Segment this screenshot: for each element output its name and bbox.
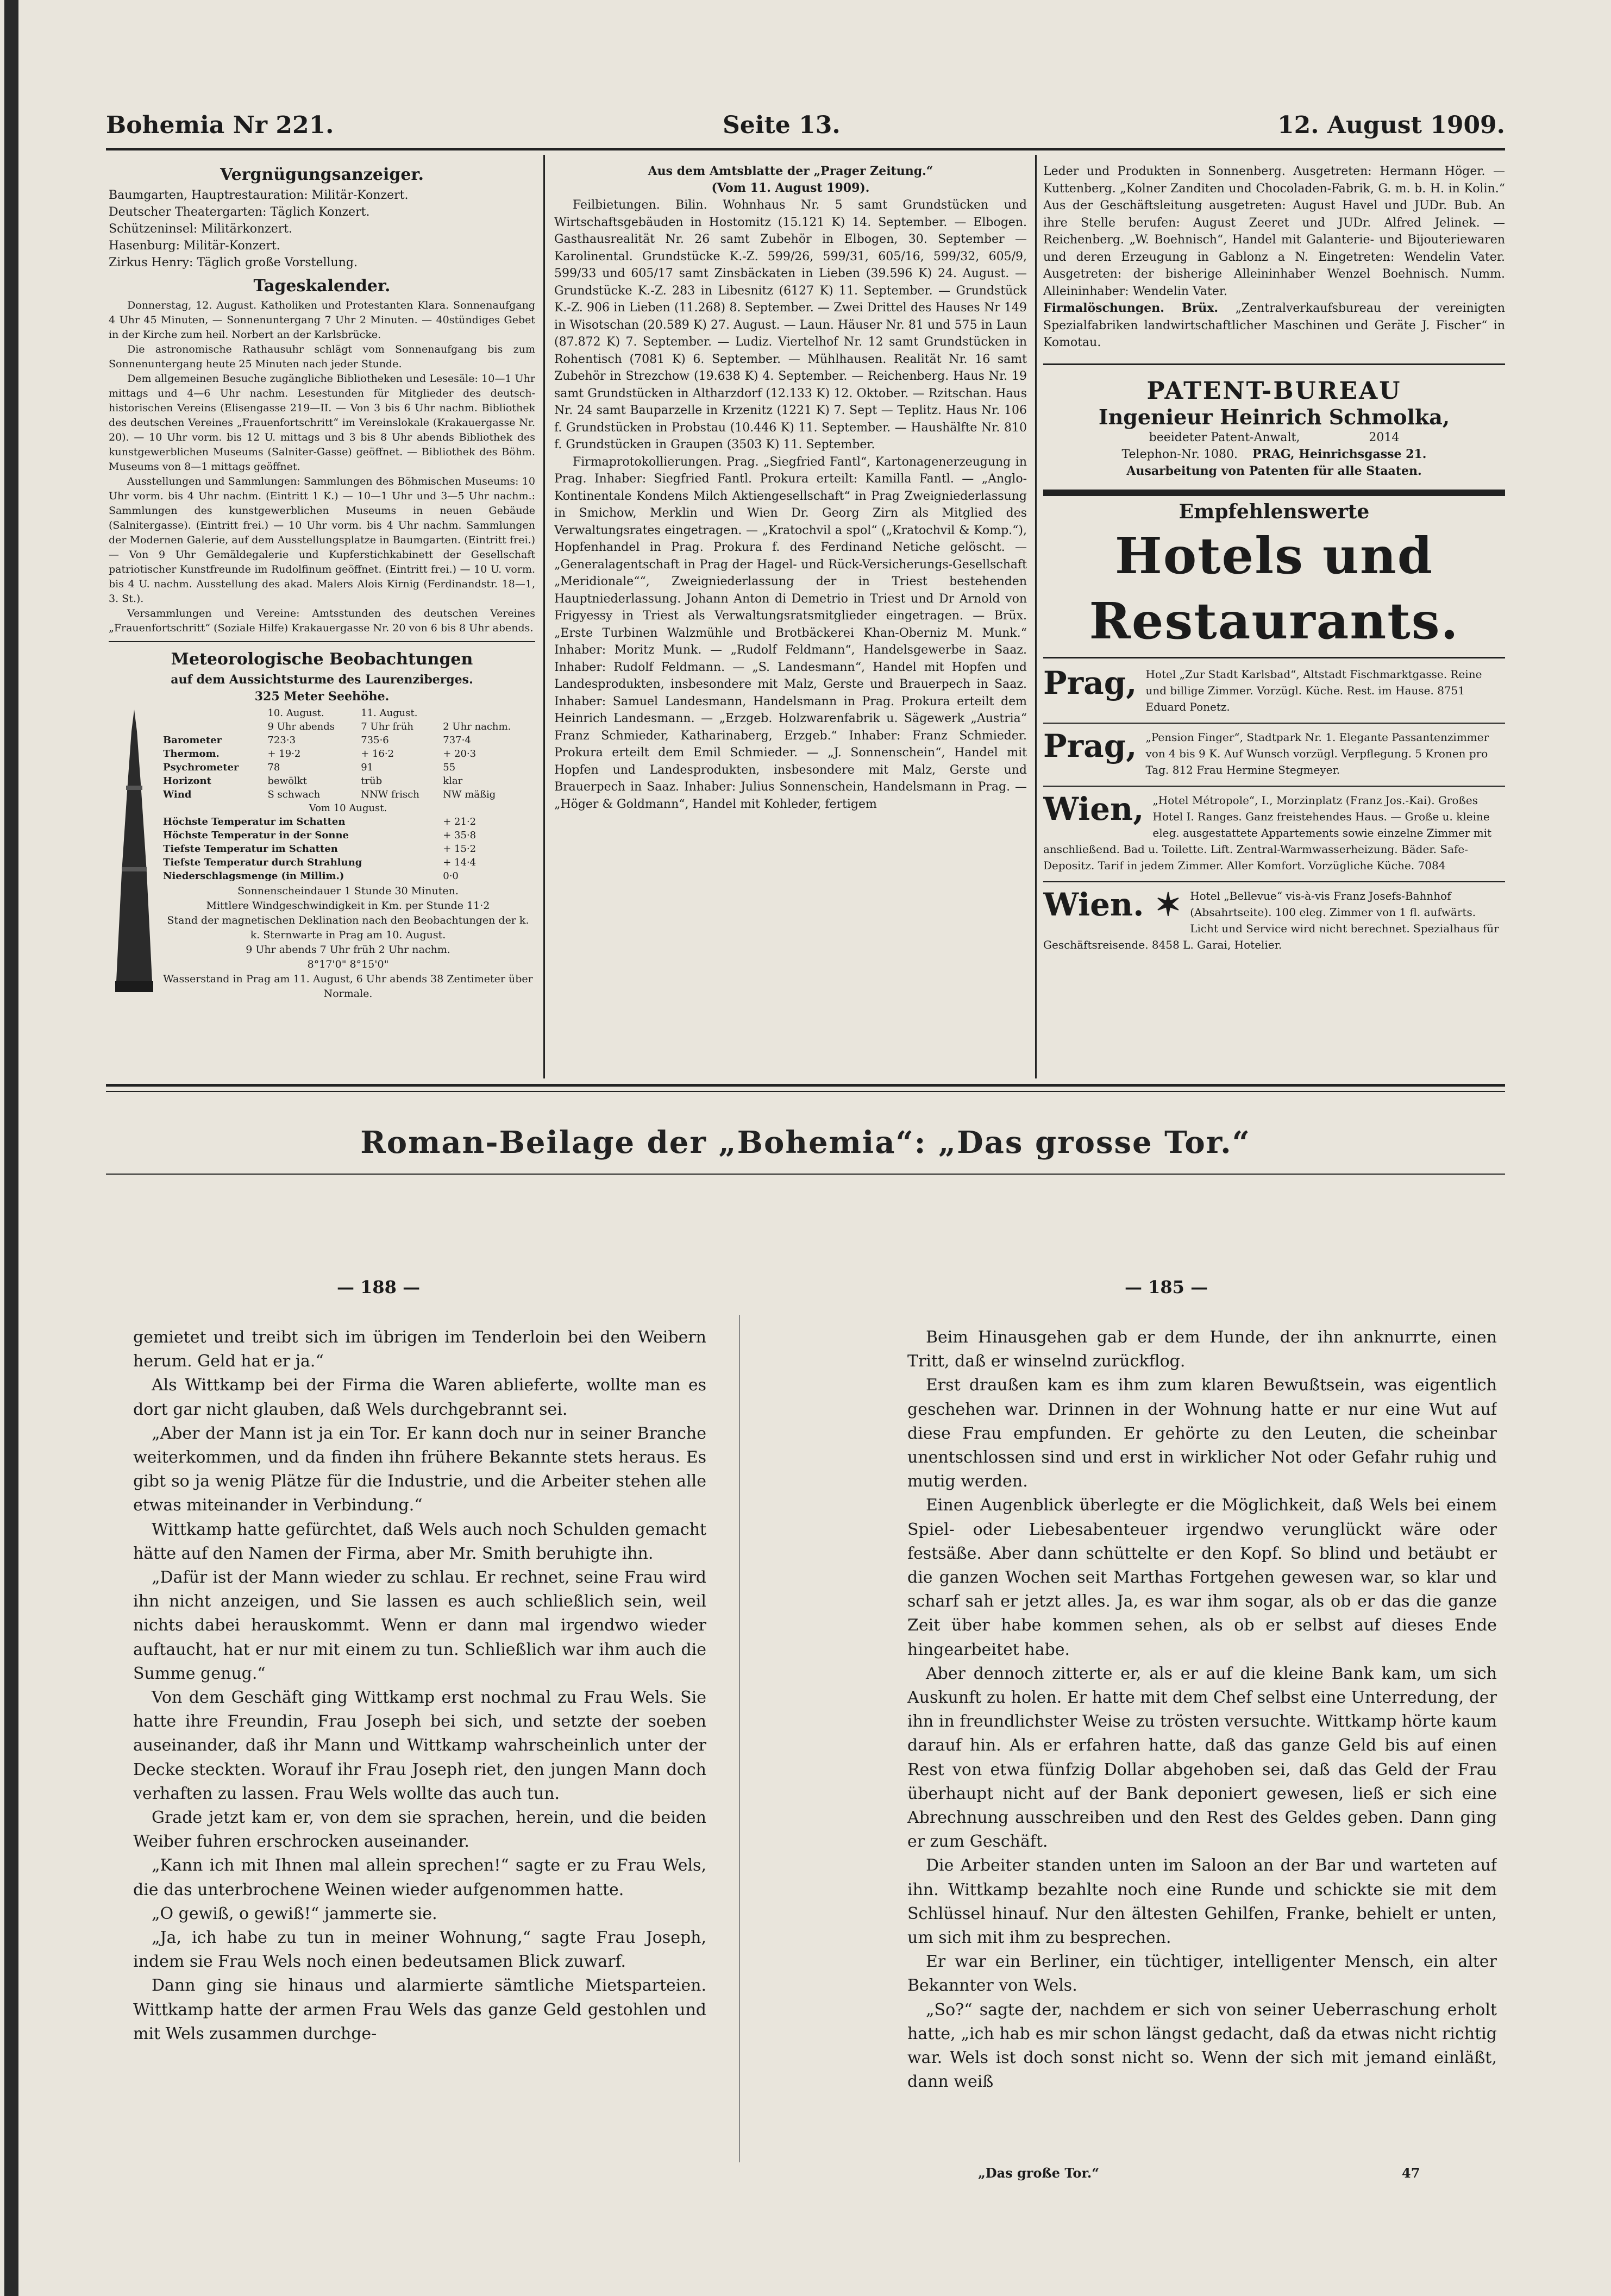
vergnuegung-line: Deutscher Theatergarten: Täglich Konzert.: [109, 205, 370, 219]
met-extreme-label: Höchste Temperatur im Schatten: [163, 816, 346, 827]
novel-left-page: [133, 1326, 706, 2151]
hotel-city: Wien,: [1043, 792, 1144, 827]
met-extreme: [161, 856, 535, 869]
patent-ad: [1043, 377, 1505, 480]
hotel-entry: [1043, 729, 1505, 778]
amtsblatt-para: Firmaprotokollierungen. Prag. „Siegfried Fantl“, Kartonagenerzeugung in Prag. Inhaber: Siegfried Fantl. Prokura erteilt: Kamilla Fantl. — „Anglo-Kontinentale Kondens Milch Aktiengesellschaft“ in Prag Zweigniederlassung in Smichow, Merklin und Wien Dr. Georg Zirn als Mitglied des Verwaltungsrates eingetragen. — „Kratochvil a spol“ („Kratochvil & Komp.“), Hopfenhandel in Prag. Prokura f. des Ferdinand Netiche gelöscht. — „Generalagentschaft in Prag der Hagel- und Rück-Versicherungs-Gesellschaft „Meridionale““, Zweigniederlassung der in Triest bestehenden Hauptniederlassung. Johann Anton di Demetrio in Triest und Dr Arnold von Frigyessy in Triest als Verwaltungsratsmitglieder eingetragen. — Brüx. „Erste Turbinen Walzmühle und Brotbäckerei Khan-Oberniz M. Munk.“ Inhaber: Moritz Munk. — „Rudolf Feldmann“, Handelsgewerbe in Saaz. Inhaber: Rudolf Feldmann. — „S. Landesmann“, Handel mit Hopfen und Landesprodukten, insbesondere mit Malz, Gerste und Brauerpech in Saaz. Inhaber: Samuel Landesmann, Handelsmann in Prag. Prokura erteilt dem Heinrich Landesmann. — „Erzgeb. Holzwarenfabrik u. Sägewerk „Austria“ Franz Schmieder, Katharinaberg, Erzgeb.“ Inhaber: Franz Schmieder. Prokura erteilt dem Emil Schmieder. — „J. Sonnenschein“, Handel mit Hopfen und Landesprodukten, insbesondere mit Malz, Gerste und Brauerpech in Saaz. Inhaber: Julius Sonnenschein, Handelsmann in Prag. — „Höger & Goldmann“, Handel mit Kohleder, fertigem: [554, 455, 1027, 811]
met-time: 9 Uhr abends: [267, 721, 335, 732]
novel-paragraph: gemietet und treibt sich im übrigen im Tenderloin bei den Weibern herum. Geld hat er ja.“: [133, 1328, 706, 1371]
met-date: 11. August.: [361, 707, 418, 719]
met-value: 737·4: [443, 735, 471, 746]
met-value: NW mäßig: [443, 789, 496, 800]
tageskalender-para: Die astronomische Rathausuhr schlägt vom Sonnenaufgang bis zum Sonnenuntergang heute 25 Minuten nach jeder Stunde.: [109, 343, 535, 370]
tageskalender-para: Versammlungen und Vereine: Amtsstunden des deutschen Vereines „Frauenfortschritt“ (Soziale Hilfe) Krakauergasse Nr. 20 von 6 bis 8 Uhr abends.: [109, 607, 535, 634]
right-page-number: — 185 —: [1125, 1277, 1208, 1297]
met-tail-line: Wasserstand in Prag am 11. August, 6 Uhr abends 38 Zentimeter über Normale.: [163, 973, 533, 1000]
met-label: Barometer: [163, 735, 222, 746]
novel-footer-number: 47: [1402, 2165, 1420, 2181]
met-extreme-value: + 21·2: [443, 816, 477, 827]
vergnuegung-list: [109, 187, 535, 271]
met-table: [161, 706, 535, 883]
amtsblatt-date: (Vom 11. August 1909).: [711, 181, 870, 195]
novel-paragraph: Von dem Geschäft ging Wittkamp erst nochmal zu Frau Wels. Sie hatte ihre Freundin, Frau Joseph bei sich, und setzte der soeben auseinander, daß ihr Mann und Wittkamp wahrscheinlich unter der Decke steckten. Worauf ihr Frau Joseph riet, den jungen Mann doch verhaften zu lassen. Frau Wels wollte das auch tun.: [133, 1688, 706, 1803]
tageskalender-para: Dem allgemeinen Besuche zugängliche Bibliotheken und Lesesäle: 10—1 Uhr mittags und 4—6 Uhr nachm. Lesestunden für Mitglieder des deutsch-historischen Vereins (Elisengasse 219—II. — Von 3 bis 6 Uhr nachm. Bibliothek des deutschen Vereines „Frauenfortschritt“ im Vereinslokale (Krakauergasse Nr. 20). — 10 Uhr vorm. bis 12 U. mittags und 3 bis 8 Uhr abends Bibliothek des kunstgewerblichen Museums (Salniter-Gasse) geöffnet. — Bibliothek des Böhm. Museums von 8—1 mittags geöffnet.: [109, 373, 535, 473]
met-value: 91: [361, 762, 374, 773]
hotel-entry: [1043, 888, 1505, 953]
met-row: [161, 747, 535, 761]
met-tail-line: Mittlere Windgeschwindigkeit in Km. per Stunde 11·2: [206, 900, 490, 912]
met-extreme: [161, 829, 535, 842]
column-right-text: Leder und Produkten in Sonnenberg. Ausgetreten: Hermann Höger. — Kuttenberg. „Kolner Zanditen und Chocoladen-Fabrik, G. m. b. H. in Kolin.“ Aus der Geschäftsleitung ausgetreten: August Havel und JUDr. Bub. An ihre Stelle berufen: August Zeeret und JUDr. Alfred Jelinek. — Reichenberg. „W. Boehnisch“, Handel mit Galanterie- und Bijouteriewaren und deren Erzeugung in Gablonz a N. Eingetreten: Wendelin Vater. Ausgetreten: der bisherige Alleininhaber Wenzel Boehnisch. Numm. Alleininhaber: Wendelin Vater.: [1043, 165, 1505, 298]
met-subtitle: auf dem Aussichtsturme des Laurenziberges.: [171, 673, 473, 687]
novel-paragraph: „Kann ich mit Ihnen mal allein sprechen!“ sagte er zu Frau Wels, die das unterbrochene Weinen wieder aufgenommen hatte.: [133, 1856, 706, 1899]
column-left: [109, 163, 535, 1076]
patent-contact: [1043, 446, 1505, 463]
hotels-pre: Empfehlenswerte: [1179, 500, 1370, 523]
met-value: klar: [443, 775, 463, 787]
vergnuegung-line: Zirkus Henry: Täglich große Vorstellung.: [109, 256, 358, 269]
met-value: trüb: [361, 775, 383, 787]
scan-edge: [4, 0, 18, 2296]
hotel-list: [1043, 666, 1505, 953]
column-divider-1: [543, 155, 545, 1078]
met-tail-line: Stand der magnetischen Deklination nach den Beobachtungen der k. k. Sternwarte in Prag am 10. August.: [167, 914, 529, 941]
hotels-title: Hotels und Restaurants.: [1089, 526, 1459, 650]
met-row: [161, 733, 535, 747]
tageskalender-title: Tageskalender.: [253, 277, 391, 296]
met-date: 10. August.: [267, 707, 324, 719]
page-header: [106, 111, 1505, 149]
vergnuegung-line: Schützeninsel: Militärkonzert.: [109, 222, 293, 236]
met-tail-line: 8°17'0" 8°15'0": [307, 958, 389, 970]
hotel-city: Prag,: [1043, 666, 1137, 701]
tageskalender-body: [109, 298, 535, 636]
novel-paragraph: Grade jetzt kam er, von dem sie sprachen, herein, und die beiden Weiber fuhren erschrocken auseinander.: [133, 1808, 706, 1852]
patent-phone: Telephon-Nr. 1080.: [1121, 447, 1238, 461]
met-value: + 20·3: [443, 748, 477, 760]
met-extreme-label: Tiefste Temperatur durch Strahlung: [163, 857, 362, 868]
novel-paragraph: Erst draußen kam es ihm zum klaren Bewußtsein, was eigentlich geschehen war. Drinnen in der Wohnung hatte er nur eine Wut auf diese Frau empfunden. Er gehörte zu den Leuten, die scheinbar unentschlossen sind und erst in wirklicher Not oder Gefahr ruhig und mutig werden.: [907, 1376, 1497, 1491]
met-value: 55: [443, 762, 456, 773]
supplement-rule-top: [106, 1084, 1505, 1087]
patent-role-line: [1043, 429, 1505, 446]
patent-role: beeideter Patent-Anwalt,: [1149, 430, 1300, 444]
met-row: [161, 761, 535, 774]
supplement-rule-top-thin: [106, 1091, 1505, 1092]
met-time: 2 Uhr nachm.: [443, 721, 511, 732]
met-value: 723·3: [267, 735, 296, 746]
met-from: Vom 10 August.: [309, 802, 387, 814]
novel-paragraph: „Ja, ich habe zu tun in meiner Wohnung,“ sagte Frau Joseph, indem sie Frau Wels noch einen bedeutsamen Blick zuwarf.: [133, 1928, 706, 1972]
novel-right-page: [907, 1326, 1497, 2151]
hotel-city: Wien. ✶: [1043, 887, 1182, 923]
novel-paragraph: Dann ging sie hinaus und alarmierte sämtliche Mietsparteien. Wittkamp hatte der armen Frau Wels das ganze Geld gestohlen und mit Wels zusammen durchge-: [133, 1976, 706, 2043]
met-tail-line: 9 Uhr abends 7 Uhr früh 2 Uhr nachm.: [246, 944, 450, 956]
header-rule: [106, 148, 1505, 150]
amtsblatt-para: Feilbietungen. Bilin. Wohnhaus Nr. 5 samt Grundstücken und Wirtschaftsgebäuden in Hostomitz (15.121 K) 14. September. — Elbogen. Gasthausrealität Nr. 26 samt Zubehör in Elbogen, 30. September — Karolinental. Grundstücke K.-Z. 599/26, 599/31, 605/16, 599/32, 605/9, 599/33 und 605/17 samt Zinsbäckaten in Lieben (39.596 K) 24. August. — Grundstücke K.-Z. 283 in Libesnitz (6127 K) 11. September. — Grundstück K.-Z. 906 in Lieben (11.268) 8. September. — Zwei Drittel des Hauses Nr 149 in Wisotschan (20.589 K) 27. August. — Laun. Häuser Nr. 81 und 575 in Laun (87.872 K) 7. September. — Ludiz. Viertelhof Nr. 12 samt Grundstücken in Rohentisch (7081 K) 6. September. — Mühlhausen. Realität Nr. 16 samt Zubehör in Strezchow (19.638 K) 4. September. — Reichenberg. Haus Nr. 19 samt Grundstücken in Altharzdorf (12.133 K) 12. Oktober. — Rzitschan. Haus Nr. 24 samt Bauparzelle in Krzenitz (1221 K) 7. Sept — Teplitz. Haus Nr. 106 f. Grundstücken in Probstau (10.446 K) 11. September. — Haushälfte Nr. 810 f. Grundstücken in Graupen (3503 K) 11. September.: [554, 198, 1027, 451]
novel-paragraph: Er war ein Berliner, ein tüchtiger, intelligenter Mensch, ein alter Bekannter von Wels.: [907, 1952, 1497, 1996]
met-row: [161, 788, 535, 801]
met-tail: [161, 884, 535, 1001]
vergnuegung-title: Vergnügungsanzeiger.: [220, 165, 424, 184]
hotel-rule: [1043, 723, 1505, 724]
met-value: NNW frisch: [361, 789, 419, 800]
novel-paragraph: Einen Augenblick überlegte er die Möglichkeit, daß Wels bei einem Spiel- oder Liebesabenteuer irgendwo verunglückt wäre oder festsäße. Aber dann schüttelte er den Kopf. So blind und betäubt er die ganzen Wochen seit Marthas Fortgehen gewesen war, so klar und scharf sah er jetzt alles. Ja, es war ihm sogar, als ob er das die ganze Zeit über habe kommen sehen, als ob er selbst auf dieses Ende hingearbeitet habe.: [907, 1496, 1497, 1659]
header-center: Seite 13.: [723, 111, 841, 139]
firm-deletion-title: Firmalöschungen. Brüx.: [1043, 301, 1219, 315]
roman-supplement-title: Roman-Beilage der „Bohemia“: „Das grosse Tor.“: [360, 1125, 1251, 1160]
novel-paragraph: „O gewiß, o gewiß!“ jammerte sie.: [152, 1904, 437, 1923]
column-right: [1043, 163, 1505, 1076]
novel-paragraph: Aber dennoch zitterte er, als er auf die kleine Bank kam, um sich Auskunft zu holen. Er hatte mit dem Chef selbst eine Unterredung, der ihn in freundlichster Weise zu trösten versuchte. Wittkamp hörte kaum darauf hin. Als er erfahren hatte, daß das ganze Geld bis auf einen Rest von etwa fünfzig Dollar abgehoben sei, daß das Geld der Frau überhaupt nicht auf der Bank deponiert gewesen, ließ er sich eine Abrechnung ausschreiben und den Rest des Geldes geben. Dann ging er zum Geschäft.: [907, 1664, 1497, 1852]
met-time: 7 Uhr früh: [361, 721, 413, 732]
patent-name: Ingenieur Heinrich Schmolka,: [1098, 404, 1450, 429]
met-value: + 19·2: [267, 748, 301, 760]
met-tail-line: Sonnenscheindauer 1 Stunde 30 Minuten.: [237, 885, 459, 897]
met-extreme: [161, 842, 535, 856]
novel-paragraph: Die Arbeiter standen unten im Saloon an der Bar und warteten auf ihn. Wittkamp bezahlte noch eine Runde und schickte sie mit dem Schlüssel hinauf. Nur den ältesten Gehilfen, Franke, behielt er unten, um sich mit ihm zu besprechen.: [907, 1856, 1497, 1948]
met-value: S schwach: [267, 789, 321, 800]
hotel-entry: [1043, 792, 1505, 874]
met-extreme-value: + 15·2: [443, 843, 477, 855]
met-extreme-label: Höchste Temperatur in der Sonne: [163, 830, 349, 841]
hotel-city: Prag,: [1043, 729, 1137, 764]
novel-paragraph: „So?“ sagte der, nachdem er sich von seiner Ueberraschung erholt hatte, „ich hab es mir schon längst gedacht, daß da etwas nicht richtig war. Wels ist doch sonst nicht so. Wenn der sich mit jemand einläßt, dann weiß: [907, 2000, 1497, 2092]
novel-paragraph: „Aber der Mann ist ja ein Tor. Er kann doch nur in seiner Branche weiterkommen, und da finden ihn frühere Bekannte stets heraus. Es gibt so ja wenig Plätze für die Industrie, und die Arbeiter stehen alle etwas miteinander in Verbindung.“: [133, 1423, 706, 1515]
met-value: + 16·2: [361, 748, 394, 760]
patent-number: 2014: [1369, 430, 1400, 444]
met-value: 78: [267, 762, 280, 773]
met-extreme-value: + 35·8: [443, 830, 477, 841]
met-extreme-label: Tiefste Temperatur im Schatten: [163, 843, 338, 855]
supplement-rule-bottom: [106, 1174, 1505, 1175]
met-title: Meteorologische Beobachtungen: [171, 650, 473, 669]
met-row: [161, 774, 535, 788]
met-label: Thermom.: [163, 748, 220, 760]
met-value: bewölkt: [267, 775, 307, 787]
tageskalender-para: Ausstellungen und Sammlungen: Sammlungen des Böhmischen Museums: 10 Uhr vorm. bis 4 Uhr nachm. (Eintritt 1 K.) — 10—1 Uhr und 3—5 Uhr nachm.: Sammlungen des kunstgewerblichen Museums in neuen Gebäude (Salnitergasse). (Eintritt frei.) — 10 Uhr vorm. bis 4 Uhr nachm. Sammlungen der Modernen Galerie, auf dem Ausstellungsplatze in Baumgarten. (Eintritt frei.) — Von 9 Uhr Gemäldegalerie und Kupferstichkabinett der Gesellschaft patriotischer Kunstfreunde im Rudolfinum geöffnet. (Eintritt frei.) — 10 U. vorm. bis 4 U. nachm. Ausstellung des akad. Malers Alois Kirnig (Ferdinandstr. 18—1, 3. St.).: [109, 475, 535, 605]
met-extreme: [161, 815, 535, 829]
met-label: Wind: [163, 789, 192, 800]
amtsblatt-body: [554, 197, 1027, 813]
section-rule: [109, 641, 535, 642]
ad-rule: [1043, 490, 1505, 496]
met-extreme-label: Niederschlagsmenge (in Millim.): [163, 870, 344, 882]
hotel-text: „Hotel Métropole“, I., Morzinplatz (Franz Jos.-Kai). Großes Hotel I. Ranges. Ganz freistehendes Haus. — Große u. kleine eleg. ausgestattete Appartements sowie einzelne Zimmer mit anschließend. Bad u. Toilette. Lift. Zentral-Warmwasserheizung. Bäder. Safe-Depositz. Tarif in jedem Zimmer. Aller Komfort. Vorzügliche Küche. 7084: [1043, 793, 1492, 872]
novel-paragraph: Beim Hinausgehen gab er dem Hunde, der ihn anknurrte, einen Tritt, daß er winselnd zurückflog.: [907, 1328, 1497, 1371]
novel-paragraph: Wittkamp hatte gefürchtet, daß Wels auch noch Schulden gemacht hätte auf den Namen der Firma, aber Mr. Smith beruhigte ihn.: [133, 1520, 706, 1563]
amtsblatt-title: Aus dem Amtsblatte der „Prager Zeitung.“: [648, 164, 933, 178]
header-left: Bohemia Nr 221.: [106, 111, 334, 139]
left-page-number: — 188 —: [337, 1277, 421, 1297]
header-right: 12. August 1909.: [1277, 111, 1505, 139]
met-height: 325 Meter Seehöhe.: [254, 689, 390, 704]
vergnuegung-line: Baumgarten, Hauptrestauration: Militär-Konzert.: [109, 189, 409, 202]
hotel-rule: [1043, 786, 1505, 787]
ad-rule: [1043, 657, 1505, 658]
patent-address: PRAG, Heinrichsgasse 21.: [1252, 447, 1427, 461]
met-extreme-value: 0·0: [443, 870, 459, 882]
novel-paragraph: Als Wittkamp bei der Firma die Waren ablieferte, wollte man es dort gar nicht glauben, daß Wels durchgebrannt sei.: [133, 1376, 706, 1419]
patent-claim: Ausarbeitung von Patenten für alle Staaten.: [1126, 463, 1422, 478]
firm-deletion: [1043, 300, 1505, 352]
hotel-entry: [1043, 666, 1505, 715]
patent-title: PATENT-BUREAU: [1146, 377, 1402, 405]
hotel-rule: [1043, 881, 1505, 882]
novel-divider: [739, 1315, 740, 2162]
met-value: 735·6: [361, 735, 389, 746]
column-divider-2: [1035, 155, 1037, 1078]
hotel-text: „Pension Finger“, Stadtpark Nr. 1. Elegante Passantenzimmer von 4 bis 9 K. Auf Wunsch vorzügl. Verpflegung. 5 Kronen pro Tag. 812 Frau Hermine Stegmeyer.: [1145, 730, 1489, 776]
novel-footer-title: „Das große Tor.“: [978, 2165, 1100, 2181]
column-middle: [554, 163, 1027, 1076]
met-extreme-value: + 14·4: [443, 857, 477, 868]
hotel-text: Hotel „Zur Stadt Karlsbad“, Altstadt Fischmarktgasse. Reine und billige Zimmer. Vorzügl. Küche. Rest. im Hause. 8751 Eduard Ponetz.: [1145, 667, 1482, 713]
observation-tower-illustration: [115, 710, 153, 992]
met-label: Psychrometer: [163, 762, 239, 773]
tageskalender-para: Donnerstag, 12. August. Katholiken und Protestanten Klara. Sonnenaufgang 4 Uhr 45 Minuten, — Sonnenuntergang 7 Uhr 2 Minuten. — 40stündiges Gebet in der Kirche zum heil. Norbert an der Karlsbrücke.: [109, 299, 535, 341]
met-extreme: [161, 869, 535, 883]
met-label: Horizont: [163, 775, 211, 787]
vergnuegung-line: Hasenburg: Militär-Konzert.: [109, 239, 280, 253]
ad-rule: [1043, 363, 1505, 365]
hotel-text: Hotel „Bellevue“ vis-à-vis Franz Josefs-Bahnhof (Absahrtseite). 100 eleg. Zimmer von 1 fl. aufwärts. Licht und Service wird nicht berechnet. Spezialhaus für Geschäftsreisende. 8458 L. Garai, Hotelier.: [1043, 889, 1499, 951]
novel-paragraph: „Dafür ist der Mann wieder zu schlau. Er rechnet, seine Frau wird ihn nicht anzeigen, und Sie lassen es auch schließlich sein, weil nichts dabei herauskommt. Wenn er dann mal irgendwo wieder auftaucht, hat er nur mit einem zu tun. Schließlich war ihm auch die Summe genug.“: [133, 1568, 706, 1683]
firm-deletion-text: „Zentralverkaufsbureau der vereinigten Spezialfabriken landwirtschaftlicher Maschinen und Geräte J. Fischer“ in Komotau.: [1043, 302, 1505, 349]
